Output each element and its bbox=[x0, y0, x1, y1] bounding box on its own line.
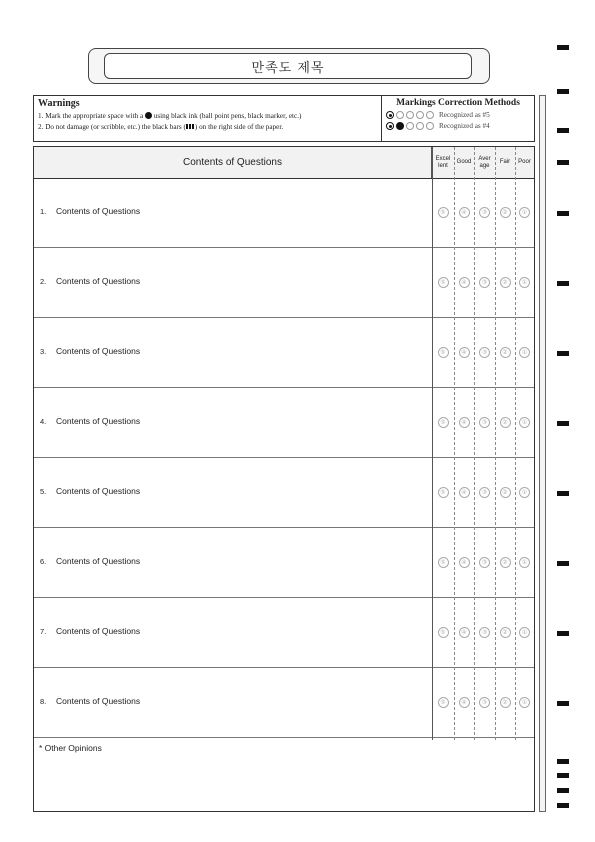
rating-bubble[interactable]: ① bbox=[519, 487, 530, 498]
rating-bubble[interactable]: ② bbox=[500, 697, 511, 708]
empty-bubble-icon bbox=[396, 111, 404, 119]
rating-cell bbox=[495, 318, 515, 387]
rating-bubble[interactable]: ② bbox=[500, 417, 511, 428]
question-label bbox=[40, 346, 140, 356]
warning-1-text-b: using black ink (ball point pens, black marker, etc.) bbox=[153, 112, 302, 120]
rating-cell bbox=[515, 598, 534, 667]
rating-cell bbox=[515, 248, 534, 317]
empty-bubble-icon bbox=[426, 111, 434, 119]
question-row bbox=[34, 318, 534, 388]
rating-cell bbox=[454, 668, 474, 737]
header-average: Aver age bbox=[478, 155, 491, 169]
rating-bubble[interactable]: ① bbox=[519, 627, 530, 638]
question-number: 4. bbox=[40, 417, 47, 426]
rating-bubble[interactable]: ⑤ bbox=[438, 487, 449, 498]
survey-title-frame bbox=[88, 48, 490, 84]
rating-cell bbox=[515, 178, 534, 247]
column-divider bbox=[515, 147, 516, 740]
header-good: Good bbox=[456, 159, 472, 165]
rating-bubble[interactable]: ④ bbox=[459, 417, 470, 428]
right-border-strip bbox=[539, 95, 546, 812]
rating-bubble[interactable]: ③ bbox=[479, 697, 490, 708]
warning-line-2 bbox=[38, 123, 377, 131]
rating-bubble[interactable]: ④ bbox=[459, 697, 470, 708]
empty-bubble-icon bbox=[426, 122, 434, 130]
timing-mark-bar bbox=[557, 759, 569, 764]
rating-bubble[interactable]: ① bbox=[519, 277, 530, 288]
rating-cell bbox=[495, 248, 515, 317]
rating-cell bbox=[474, 178, 495, 247]
timing-mark-bar bbox=[557, 788, 569, 793]
rating-cell bbox=[515, 388, 534, 457]
timing-mark-bar bbox=[557, 45, 569, 50]
question-number: 7. bbox=[40, 627, 47, 636]
question-row bbox=[34, 668, 534, 738]
rating-cell bbox=[454, 528, 474, 597]
rating-bubble[interactable]: ③ bbox=[479, 277, 490, 288]
question-row bbox=[34, 528, 534, 598]
question-label bbox=[40, 206, 140, 216]
header-contents: Contents of Questions bbox=[34, 147, 432, 178]
header-poor: Poor bbox=[518, 159, 531, 165]
timing-mark-bar bbox=[557, 421, 569, 426]
rating-bubble[interactable]: ① bbox=[519, 347, 530, 358]
rating-bubble[interactable]: ② bbox=[500, 347, 511, 358]
marking-example-1-label: Recognized as #5 bbox=[439, 111, 490, 119]
timing-mark-bar bbox=[557, 160, 569, 165]
empty-bubble-icon bbox=[416, 122, 424, 130]
rating-cell bbox=[474, 528, 495, 597]
warnings-heading: Warnings bbox=[38, 98, 80, 109]
marked-bubble-icon bbox=[386, 122, 394, 130]
question-text: Contents of Questions bbox=[56, 696, 141, 706]
rating-cell bbox=[474, 458, 495, 527]
rating-bubble[interactable]: ① bbox=[519, 417, 530, 428]
rating-cell bbox=[495, 598, 515, 667]
question-number: 3. bbox=[40, 347, 47, 356]
rating-cell bbox=[432, 388, 454, 457]
rating-bubble[interactable]: ① bbox=[519, 557, 530, 568]
rating-bubble[interactable]: ④ bbox=[459, 627, 470, 638]
question-label bbox=[40, 696, 140, 706]
header-fair: Fair bbox=[499, 159, 511, 165]
rating-bubble[interactable]: ④ bbox=[459, 487, 470, 498]
rating-cell bbox=[495, 458, 515, 527]
column-divider bbox=[495, 147, 496, 740]
instructions-box bbox=[33, 95, 535, 142]
question-row bbox=[34, 598, 534, 668]
question-row bbox=[34, 388, 534, 458]
rating-cell bbox=[474, 598, 495, 667]
rating-cell bbox=[454, 388, 474, 457]
other-opinions-label: * Other Opinions bbox=[39, 743, 102, 753]
question-text: Contents of Questions bbox=[56, 276, 141, 286]
rating-cell bbox=[474, 388, 495, 457]
rating-cell bbox=[474, 318, 495, 387]
timing-mark-bar bbox=[557, 631, 569, 636]
timing-mark-bar bbox=[557, 351, 569, 356]
question-text: Contents of Questions bbox=[56, 416, 141, 426]
column-divider bbox=[474, 147, 475, 740]
empty-bubble-icon bbox=[406, 122, 414, 130]
marking-example-2-label: Recognized as #4 bbox=[439, 122, 490, 130]
question-number: 5. bbox=[40, 487, 47, 496]
rating-bubble[interactable]: ② bbox=[500, 627, 511, 638]
rating-bubble[interactable]: ⑤ bbox=[438, 207, 449, 218]
rating-cell bbox=[432, 248, 454, 317]
rating-bubble[interactable]: ⑤ bbox=[438, 627, 449, 638]
marked-bubble-icon bbox=[386, 111, 394, 119]
rating-bubble[interactable]: ① bbox=[519, 697, 530, 708]
question-label bbox=[40, 556, 140, 566]
warning-line-1 bbox=[38, 112, 377, 120]
timing-mark-bar bbox=[557, 561, 569, 566]
question-number: 6. bbox=[40, 557, 47, 566]
rating-bubble[interactable]: ③ bbox=[479, 627, 490, 638]
rating-bubble[interactable]: ⑤ bbox=[438, 697, 449, 708]
question-number: 8. bbox=[40, 697, 47, 706]
black-bars-icon bbox=[186, 124, 195, 129]
rating-cell bbox=[432, 318, 454, 387]
question-row bbox=[34, 458, 534, 528]
survey-title: 만족도 제목 bbox=[104, 53, 472, 79]
rating-bubble[interactable]: ⑤ bbox=[438, 277, 449, 288]
timing-mark-bar bbox=[557, 211, 569, 216]
rating-cell bbox=[454, 598, 474, 667]
timing-mark-bar bbox=[557, 281, 569, 286]
rating-bubble[interactable]: ⑤ bbox=[438, 347, 449, 358]
rating-cell bbox=[432, 178, 454, 247]
timing-mark-bar bbox=[557, 89, 569, 94]
rating-bubble[interactable]: ③ bbox=[479, 347, 490, 358]
column-divider bbox=[432, 147, 433, 740]
marking-methods-heading: Markings Correction Methods bbox=[396, 98, 520, 108]
rating-cell bbox=[495, 528, 515, 597]
question-label bbox=[40, 276, 140, 286]
question-number: 1. bbox=[40, 207, 47, 216]
rating-cell bbox=[454, 318, 474, 387]
question-label bbox=[40, 626, 140, 636]
timing-mark-bar bbox=[557, 128, 569, 133]
question-row bbox=[34, 248, 534, 318]
header-excellent: Excel lent bbox=[435, 155, 451, 169]
rating-cell bbox=[432, 668, 454, 737]
rating-bubble[interactable]: ③ bbox=[479, 557, 490, 568]
column-divider bbox=[454, 147, 455, 740]
rating-cell bbox=[515, 528, 534, 597]
questions-table bbox=[33, 146, 535, 812]
warnings-section bbox=[34, 96, 382, 141]
rating-bubble[interactable]: ② bbox=[500, 207, 511, 218]
rating-cell bbox=[495, 388, 515, 457]
warning-2-text-a: 2. Do not damage (or scribble, etc.) the black bars ( bbox=[38, 123, 186, 131]
question-text: Contents of Questions bbox=[56, 206, 141, 216]
timing-mark-bar bbox=[557, 773, 569, 778]
question-text: Contents of Questions bbox=[56, 556, 141, 566]
filled-dot-icon bbox=[145, 112, 152, 119]
question-row bbox=[34, 178, 534, 248]
rating-cell bbox=[432, 528, 454, 597]
rating-cell bbox=[515, 458, 534, 527]
rating-bubble[interactable]: ④ bbox=[459, 347, 470, 358]
marking-methods-section bbox=[382, 96, 534, 141]
rating-bubble[interactable]: ② bbox=[500, 487, 511, 498]
filled-bubble-icon bbox=[396, 122, 404, 130]
empty-bubble-icon bbox=[416, 111, 424, 119]
rating-bubble[interactable]: ③ bbox=[479, 417, 490, 428]
rating-bubble[interactable]: ④ bbox=[459, 207, 470, 218]
marking-example-row-1 bbox=[386, 111, 530, 119]
empty-bubble-icon bbox=[406, 111, 414, 119]
timing-mark-bar bbox=[557, 701, 569, 706]
rating-bubble[interactable]: ⑤ bbox=[438, 417, 449, 428]
rating-cell bbox=[454, 178, 474, 247]
rating-cell bbox=[432, 458, 454, 527]
warning-2-text-b: ) on the right side of the paper. bbox=[194, 123, 284, 131]
table-header bbox=[34, 147, 534, 179]
question-text: Contents of Questions bbox=[56, 346, 141, 356]
rating-bubble[interactable]: ③ bbox=[479, 207, 490, 218]
rating-bubble[interactable]: ① bbox=[519, 207, 530, 218]
rating-bubble[interactable]: ④ bbox=[459, 557, 470, 568]
rating-bubble[interactable]: ⑤ bbox=[438, 557, 449, 568]
rating-cell bbox=[474, 668, 495, 737]
rating-cell bbox=[495, 178, 515, 247]
rating-bubble[interactable]: ④ bbox=[459, 277, 470, 288]
rating-cell bbox=[474, 248, 495, 317]
rating-cell bbox=[515, 318, 534, 387]
question-label bbox=[40, 486, 140, 496]
rating-cell bbox=[515, 668, 534, 737]
question-label bbox=[40, 416, 140, 426]
question-text: Contents of Questions bbox=[56, 626, 141, 636]
rating-bubble[interactable]: ② bbox=[500, 557, 511, 568]
rating-cell bbox=[454, 458, 474, 527]
rating-bubble[interactable]: ③ bbox=[479, 487, 490, 498]
timing-mark-bar bbox=[557, 803, 569, 808]
warning-1-text-a: 1. Mark the appropriate space with a bbox=[38, 112, 144, 120]
question-number: 2. bbox=[40, 277, 47, 286]
question-text: Contents of Questions bbox=[56, 486, 141, 496]
rating-cell bbox=[495, 668, 515, 737]
timing-mark-bar bbox=[557, 491, 569, 496]
marking-example-row-2 bbox=[386, 122, 530, 130]
rating-bubble[interactable]: ② bbox=[500, 277, 511, 288]
rating-cell bbox=[454, 248, 474, 317]
rating-cell bbox=[432, 598, 454, 667]
